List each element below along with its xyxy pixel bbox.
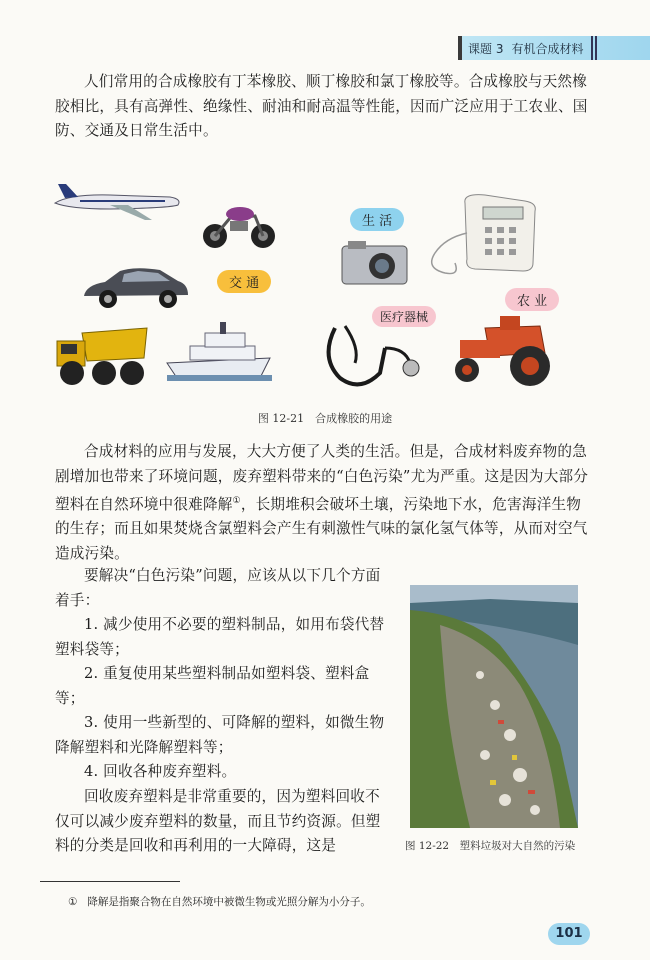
tag-transport: 交 通 xyxy=(217,270,271,293)
figure-12-21-caption: 图 12-21 合成橡胶的用途 xyxy=(257,412,393,425)
tag-life: 生 活 xyxy=(350,208,404,231)
car-image xyxy=(80,263,192,313)
header-title: 有机合成材料 xyxy=(511,41,584,56)
tag-agriculture: 农 业 xyxy=(505,288,559,311)
page-number: 101 xyxy=(548,923,590,945)
intro-paragraph: 人们常用的合成橡胶有丁苯橡胶、顺丁橡胶和氯丁橡胶等。合成橡胶与天然橡胶相比，具有高弹性、绝缘性、耐油和耐高温等性能，因而广泛应用于工农业、国防、交通及日常生活中。 xyxy=(55,73,588,139)
footnote-divider xyxy=(40,881,180,882)
header-decoration xyxy=(591,36,597,60)
camera-image xyxy=(340,238,410,286)
pollution-paragraph: 合成材料的应用与发展，大大方便了人类的生活。但是，合成材料废弃物的急剧增加也带来了环境问题，废弃塑料带来的“白色污染”尤为严重。这是因为大部分塑料在自然环境中很难降解①，长期堆积会破坏土壤，污染地下水，危害海洋生物的生存；而且如果焚烧含氯塑料会产生有刺激性气味的氯化氢气体等，从而对空气造成污染。 xyxy=(55,443,589,562)
footnote-text: 降解是指聚合物在自然环境中被微生物或光照分解为小分子。 xyxy=(87,896,371,908)
solution-item-1: 1. 减少使用不必要的塑料制品，如用布袋代替塑料袋等； xyxy=(55,616,385,658)
header-bar xyxy=(458,36,462,60)
header-lesson: 课题 3 xyxy=(468,41,504,56)
solution-intro: 要解决“白色污染”问题，应该从以下几个方面着手： xyxy=(55,567,381,609)
solution-item-3: 3. 使用一些新型的、可降解的塑料，如微生物降解塑料和光降解塑料等； xyxy=(55,714,385,756)
tractor-image xyxy=(445,308,565,388)
stethoscope-image xyxy=(315,318,425,398)
ship-image xyxy=(165,318,275,383)
solution-item-4: 4. 回收各种废弃塑料。 xyxy=(84,763,237,780)
figure-rubber-uses xyxy=(50,168,590,398)
motorcycle-image xyxy=(200,196,280,251)
airplane-image xyxy=(50,178,185,223)
tag-medical: 医疗器械 xyxy=(372,306,436,327)
footnote xyxy=(68,894,588,909)
footnote-mark: ① xyxy=(68,896,78,908)
chapter-header-tab xyxy=(458,36,650,60)
footnote-ref: ① xyxy=(232,496,241,506)
dump-truck-image xyxy=(52,323,150,388)
recycling-paragraph: 回收废弃塑料是非常重要的，因为塑料回收不仅可以减少废弃塑料的数量，而且节约资源。但塑料的分类是回收和再利用的一大障碍，这是 xyxy=(55,788,381,854)
telephone-image xyxy=(415,193,545,278)
figure-12-22-caption: 图 12-22 塑料垃圾对大自然的污染 xyxy=(405,840,576,852)
plastic-waste-photo xyxy=(410,585,578,828)
solution-item-2: 2. 重复使用某些塑料制品如塑料袋、塑料盒等； xyxy=(55,665,370,707)
